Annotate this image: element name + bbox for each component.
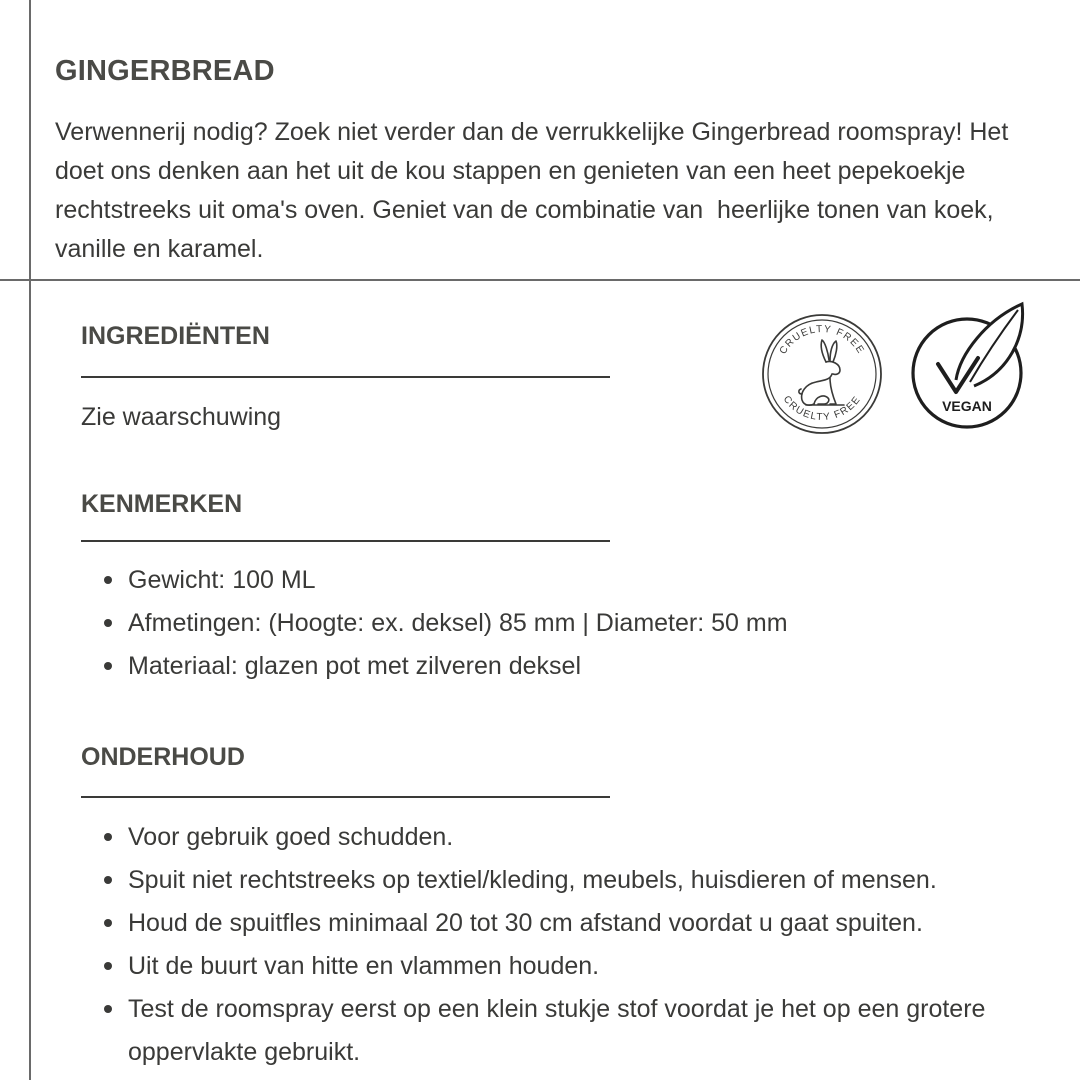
bullet-icon bbox=[104, 662, 112, 670]
bullet-icon bbox=[104, 919, 112, 927]
features-list bbox=[100, 559, 1060, 688]
bullet-icon bbox=[104, 833, 112, 841]
bullet-icon bbox=[104, 962, 112, 970]
bullet-icon bbox=[104, 619, 112, 627]
care-shake: Voor gebruik goed schudden. bbox=[128, 823, 454, 851]
list-item bbox=[100, 645, 1060, 688]
feature-dimensions: Afmetingen: (Hoogte: ex. deksel) 85 mm | Diameter: 50 mm bbox=[128, 609, 788, 637]
list-item bbox=[100, 945, 1060, 988]
bullet-icon bbox=[104, 1005, 112, 1013]
vegan-badge bbox=[908, 298, 1032, 436]
list-item bbox=[100, 602, 1060, 645]
list-item bbox=[100, 559, 1060, 602]
cruelty-free-badge bbox=[760, 312, 884, 436]
left-vertical-divider bbox=[29, 0, 31, 1080]
feature-weight: Gewicht: 100 ML bbox=[128, 566, 316, 594]
list-item bbox=[100, 859, 1060, 902]
care-heat: Uit de buurt van hitte en vlammen houden. bbox=[128, 952, 600, 980]
care-no-direct-spray: Spuit niet rechtstreeks op textiel/kleding, meubels, huisdieren of mensen. bbox=[128, 866, 937, 894]
leaf-check-icon bbox=[938, 304, 1023, 392]
list-item bbox=[100, 816, 1060, 859]
ingredients-text: Zie waarschuwing bbox=[81, 403, 282, 431]
product-description: Verwennerij nodig? Zoek niet verder dan de verrukkelijke Gingerbread roomspray! Het doet ons denken aan het uit de kou stappen en genieten van een heet pepekoekje rechtstreeks uit oma's oven. Geniet van de combinatie van heerlijke tonen van koek, vanille en karamel. bbox=[55, 118, 1016, 263]
bullet-icon bbox=[104, 576, 112, 584]
ingredients-rule bbox=[81, 376, 610, 378]
care-rule bbox=[81, 796, 610, 798]
feature-material: Materiaal: glazen pot met zilveren deksel bbox=[128, 652, 582, 680]
list-item bbox=[100, 988, 1060, 1074]
features-heading: KENMERKEN bbox=[81, 490, 243, 518]
features-rule bbox=[81, 540, 610, 542]
care-distance: Houd de spuitfles minimaal 20 tot 30 cm afstand voordat u gaat spuiten. bbox=[128, 909, 923, 937]
care-test-fabric: Test de roomspray eerst op een klein stukje stof voordat je het op een grotere oppervlakte gebruikt. bbox=[128, 995, 986, 1066]
product-title: GINGERBREAD bbox=[55, 55, 275, 87]
cruelty-free-top-text: CRUELTY FREE bbox=[777, 323, 867, 357]
list-item bbox=[100, 902, 1060, 945]
bullet-icon bbox=[104, 876, 112, 884]
svg-text:CRUELTY FREE bbox=[781, 394, 864, 423]
horizontal-divider bbox=[0, 279, 1080, 281]
care-heading: ONDERHOUD bbox=[81, 743, 245, 771]
care-list bbox=[100, 816, 1060, 1074]
ingredients-heading: INGREDIËNTEN bbox=[81, 322, 270, 350]
rabbit-icon bbox=[799, 340, 844, 405]
cruelty-free-bottom-text: CRUELTY FREE bbox=[780, 393, 864, 424]
vegan-label: VEGAN bbox=[942, 398, 992, 414]
